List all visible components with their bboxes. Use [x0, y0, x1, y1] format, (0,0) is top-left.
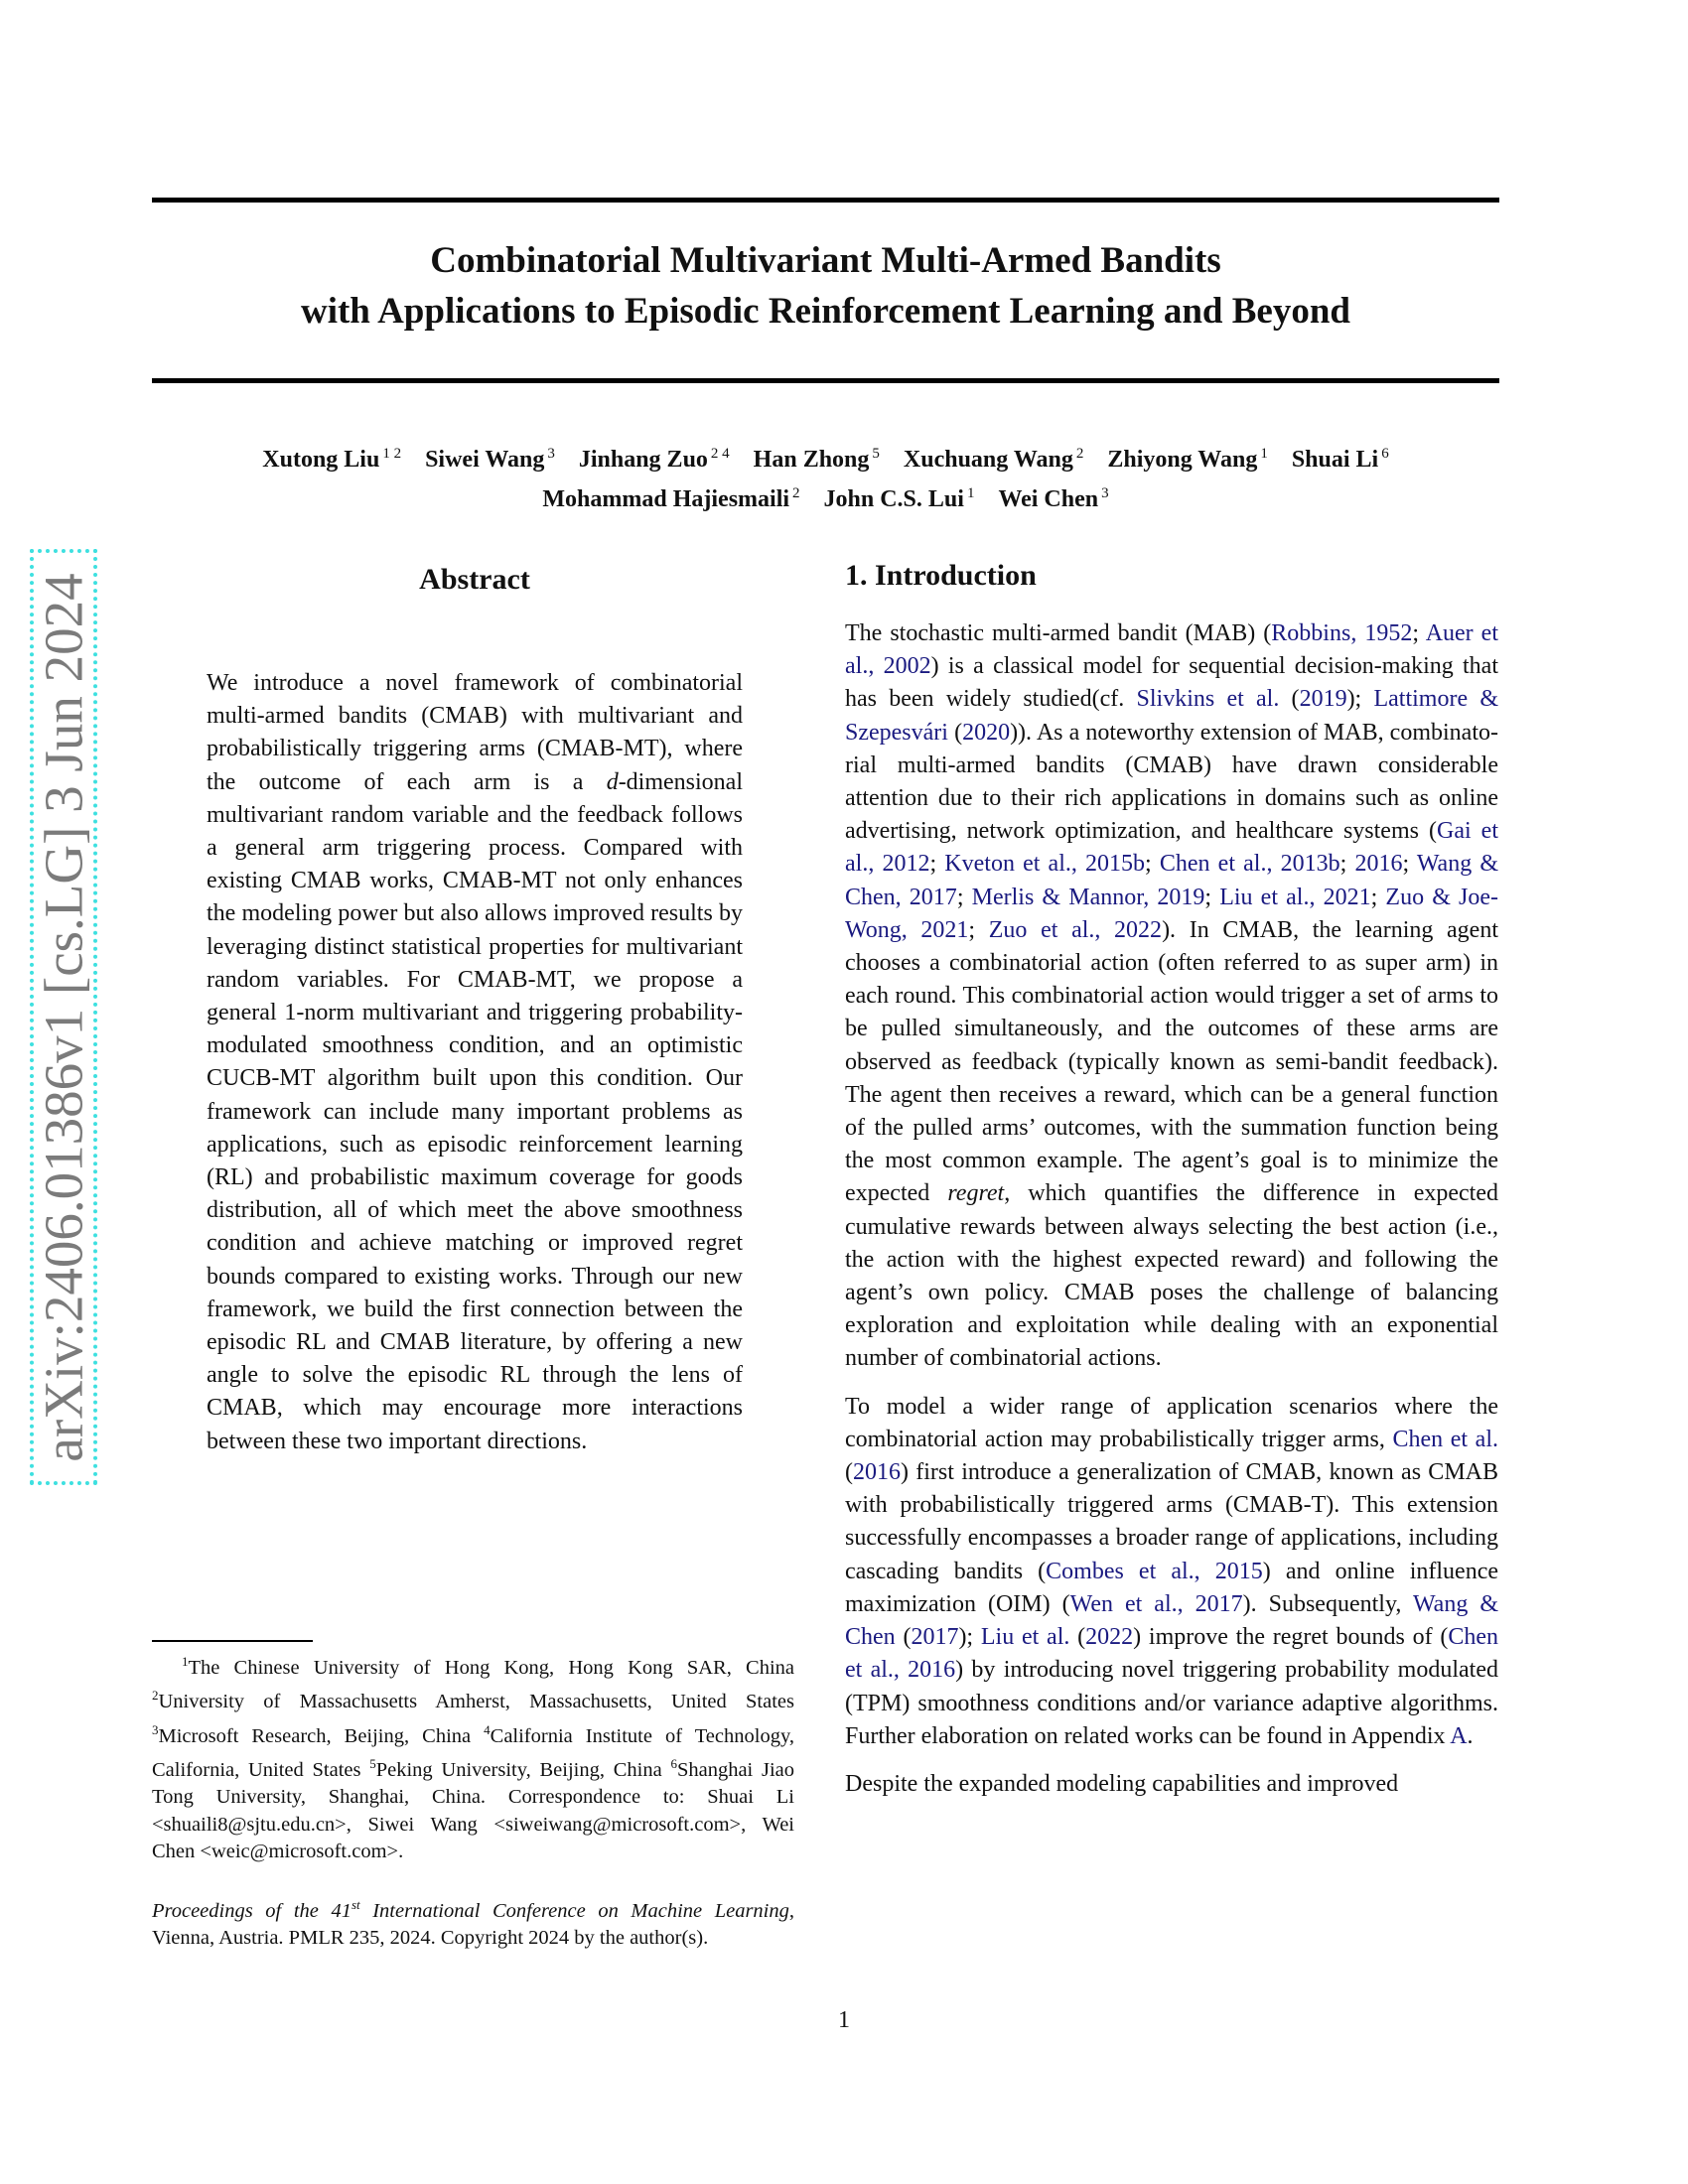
paragraph: Despite the expanded modeling capabilities and improved: [845, 1770, 1399, 1797]
citation-link[interactable]: 2019: [1299, 686, 1347, 713]
introduction-body: [845, 617, 1498, 1816]
arxiv-stamp: [30, 549, 97, 1485]
citation-link[interactable]: Wang & Chen: [845, 1590, 1498, 1651]
author: Mohammad Hajiesmaili $^2$: [542, 485, 800, 512]
citation-link[interactable]: Lattimore & Szepesvári: [845, 686, 1498, 746]
abstract-body: We introduce a novel framework of combinatorial multi-armed bandits (CMAB) with multivariant and probabilistically triggering arms (CMAB-MT), where the outcome of each arm is a d-dimensional multivariant random variable and the feedback follows a general arm triggering process. Compared with existing CMAB works, CMAB-MT not only enhances the modeling power but also allows improved results by leveraging distinct statistical properties for multivariant random variables. For CMAB-MT, we propose a general 1-norm multivariant and triggering probability-modulated smoothness condition, and an optimistic CUCB-MT algorithm built upon this condition. Our framework can include many important problems as applications, such as episodic reinforcement learning (RL) and probabilistic maximum coverage for goods distribution, all of which meet the above smoothness condition and achieve matching or improved regret bounds compared to existing works. Through our new framework, we build the first connection between the episodic RL and CMAB literature, by offering a new angle to solve the episodic RL through the lens of CMAB, which may encourage more interactions between these two important directions.: [207, 670, 743, 1454]
citation-link[interactable]: A: [1450, 1722, 1468, 1749]
citation-link[interactable]: Liu et al.: [980, 1624, 1070, 1651]
citation-link[interactable]: Liu et al., 2021: [1219, 884, 1371, 910]
paragraph: To model a wider range of application scenarios where the combinatorial action may probabilistically trigger arms, Chen et al. (2016) first introduce a generalization of CMAB, known as CMAB with probabilistically triggered arms (CMAB-T). This extension successfully encompasses a broader range of applications, including cascading bandits (Combes et al., 2015) and online influence maximization (OIM) (Wen et al., 2017). Subsequently, Wang & Chen (2017); Liu et al. (2022) improve the regret bounds of (Chen et al., 2016) by introducing novel triggering probability modulated (TPM) smoothness conditions and/or variance adaptive algorithms. Further elaboration on related works can be found in Appendix A.: [845, 1393, 1499, 1749]
title-line-1: Combinatorial Multivariant Multi-Armed Bandits: [430, 240, 1221, 281]
affiliation-footnotes: $^1$The Chinese University of Hong Kong, Hong Kong SAR, China $^2$University of Massachusetts Amherst, Massachusetts, United States $^3$Microsoft Research, Beijing, China $^4$California Institute of Technology, California, United States $^5$Peking University, Beijing, China $^6$Shanghai Jiao Tong University, Shanghai, China. Correspondence to: Shuai Li <shuaili8@sjtu.edu.cn>, Siwei Wang <siweiwang@microsoft.com>, Wei Chen <weic@microsoft.com>.: [152, 1654, 794, 1863]
author: Shuai Li $^6$: [1291, 446, 1389, 473]
title-rule-bottom: [152, 378, 1499, 383]
citation-link[interactable]: 2016: [1354, 851, 1403, 878]
author-line-2: [152, 477, 1499, 516]
title-rule-top: [152, 198, 1499, 203]
citation-link[interactable]: 2017: [911, 1624, 959, 1651]
correspondence: Correspondence to: Shuai Li <shuaili8@sjtu.edu.cn>, Siwei Wang <siweiwang@microsoft.com>, Wei Chen <weic@microsoft.com>.: [152, 1786, 794, 1863]
citation-link[interactable]: Auer et al., 2002: [845, 620, 1498, 680]
paper-title: [152, 235, 1499, 337]
footnote-rule: [152, 1640, 313, 1642]
citation-link[interactable]: Wen et al., 2017: [1069, 1590, 1243, 1617]
citation-link[interactable]: Gai et al., 2012: [845, 818, 1498, 878]
proceedings-note: Proceedings of the 41st International Conference on Machine Learning, Vienna, Austria. PMLR 235, 2024. Copyright 2024 by the author(s).: [152, 1897, 795, 1950]
author: Zhiyong Wang $^1$: [1107, 446, 1268, 473]
author-line-1: [152, 437, 1499, 477]
citation-link[interactable]: Chen et al.: [1392, 1426, 1498, 1452]
citation-link[interactable]: Merlis & Mannor, 2019: [971, 884, 1205, 910]
citation-link[interactable]: Robbins, 1952: [1271, 620, 1413, 646]
citation-link[interactable]: Zuo et al., 2022: [988, 916, 1163, 943]
citation-link[interactable]: 2022: [1085, 1624, 1134, 1651]
math-variable-d: d: [606, 768, 619, 795]
citation-link[interactable]: Combes et al., 2015: [1046, 1558, 1263, 1584]
author: Xutong Liu $^{1 2}$: [262, 446, 402, 473]
author-list: [152, 437, 1499, 516]
citation-link[interactable]: Kveton et al., 2015b: [944, 851, 1146, 878]
title-line-2: with Applications to Episodic Reinforcement Learning and Beyond: [300, 291, 1350, 332]
citation-link[interactable]: 2020: [962, 719, 1011, 746]
paragraph: The stochastic multi-armed bandit (MAB) (Robbins, 1952; Auer et al., 2002) is a classical model for sequential decision-making that has been widely studied(cf. Slivkins et al. (2019); Lattimore & Szepesvári (2020)). As a noteworthy extension of MAB, combinatorial multi-armed bandits (CMAB) have drawn considerable attention due to their rich applications in domains such as online advertising, network optimization, and healthcare systems (Gai et al., 2012; Kveton et al., 2015b; Chen et al., 2013b; 2016; Wang & Chen, 2017; Merlis & Mannor, 2019; Liu et al., 2021; Zuo & Joe-Wong, 2021; Zuo et al., 2022). In CMAB, the learning agent chooses a combinatorial action (often referred to as super arm) in each round. This combinatorial action would trigger a set of arms to be pulled simultaneously, and the outcomes of these arms are observed as feedback (typically known as semi-bandit feedback). The agent then receives a reward, which can be a general function of the pulled arms’ outcomes, with the summation function being the most common example. The agent’s goal is to minimize the expected regret, which quantifies the difference in expected cumulative rewards between always selecting the best action (i.e., the action with the highest expected reward) and following the agent’s own policy. CMAB poses the challenge of balancing exploration and exploitation while dealing with an exponential number of combinatorial actions.: [845, 620, 1499, 1372]
author: John C.S. Lui $^1$: [823, 485, 975, 512]
citation-link[interactable]: Slivkins et al.: [1136, 686, 1280, 713]
abstract-heading: Abstract: [419, 563, 530, 596]
author: Han Zhong $^5$: [753, 446, 880, 473]
author: Siwei Wang $^3$: [425, 446, 555, 473]
page-number: 1: [838, 2007, 850, 2033]
author: Xuchuang Wang $^2$: [903, 446, 1084, 473]
author: Wei Chen $^3$: [998, 485, 1109, 512]
citation-link[interactable]: Chen et al., 2013b: [1159, 851, 1340, 878]
author: Jinhang Zuo $^{2 4}$: [578, 446, 730, 473]
emphasis: regret: [947, 1180, 1005, 1207]
section-heading-introduction: 1. Introduction: [845, 559, 1037, 592]
citation-link[interactable]: Zuo & Joe-Wong, 2021: [845, 884, 1499, 943]
citation-link[interactable]: Wang & Chen, 2017: [845, 851, 1499, 910]
citation-link[interactable]: 2016: [853, 1459, 901, 1486]
arxiv-identifier: arXiv:2406.01386v1 [cs.LG] 3 Jun 2024: [33, 572, 94, 1462]
citation-link[interactable]: Chen et al., 2016: [845, 1624, 1499, 1684]
